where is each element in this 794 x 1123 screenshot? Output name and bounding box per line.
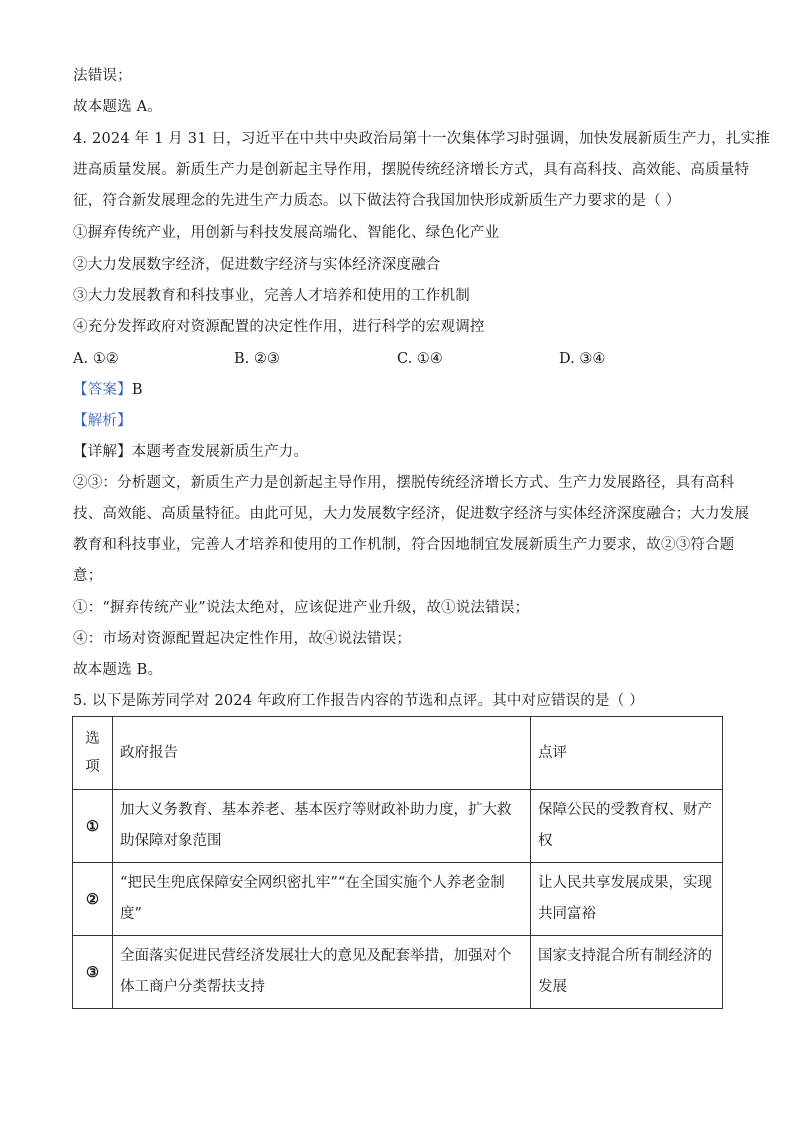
text-line: 故本题选 A。 — [73, 99, 162, 115]
report-table — [72, 716, 723, 1009]
table-row — [73, 936, 723, 1009]
header-option: 选项 — [73, 717, 113, 790]
row-comment: 保障公民的受教育权、财产权 — [531, 790, 723, 863]
statement-1: ①摒弃传统产业，用创新与科技发展高端化、智能化、绿色化产业 — [73, 225, 500, 241]
header-report: 政府报告 — [113, 717, 531, 790]
answer-label: 【答案】 — [73, 382, 132, 398]
row-report: 全面落实促进民营经济发展壮大的意见及配套举措，加强对个体工商户分类帮扶支持 — [113, 936, 531, 1009]
row-option: ③ — [73, 936, 113, 1009]
header-comment: 点评 — [531, 717, 723, 790]
option-c: C. ①④ — [397, 351, 443, 367]
table-row — [73, 790, 723, 863]
question-4-stem: 征，符合新发展理念的先进生产力质态。以下做法符合我国加快形成新质生产力要求的是（ ） — [73, 193, 681, 209]
row-report: 加大义务教育、基本养老、基本医疗等财政补助力度，扩大救助保障对象范围 — [113, 790, 531, 863]
text-line: 法错误； — [73, 68, 132, 84]
row-comment: 国家支持混合所有制经济的发展 — [531, 936, 723, 1009]
option-a: A. ①② — [73, 351, 119, 367]
row-report: “把民生兜底保障安全网织密扎牢”“在全国实施个人养老金制度” — [113, 863, 531, 936]
option-d: D. ③④ — [559, 351, 606, 367]
option-b: B. ②③ — [234, 351, 280, 367]
question-4-stem: 进高质量发展。新质生产力是创新起主导作用，摆脱传统经济增长方式，具有高科技、高效能、高质量特 — [73, 162, 750, 178]
table-header-row — [73, 717, 723, 790]
detail-line: ①：“摒弃传统产业”说法太绝对，应该促进产业升级，故①说法错误； — [73, 600, 530, 616]
answer-value: B — [131, 382, 143, 398]
statement-4: ④充分发挥政府对资源配置的决定性作用，进行科学的宏观调控 — [73, 319, 485, 335]
detail-line: 教育和科技事业，完善人才培养和使用的工作机制，符合因地制宜发展新质生产力要求，故②③符合题 — [73, 537, 735, 553]
row-option: ① — [73, 790, 113, 863]
answer-line — [73, 380, 723, 400]
statement-3: ③大力发展教育和科技事业，完善人才培养和使用的工作机制 — [73, 288, 470, 304]
detail-line: 意； — [73, 568, 103, 584]
row-option: ② — [73, 863, 113, 936]
detail-line: ②③：分析题文，新质生产力是创新起主导作用，摆脱传统经济增长方式、生产力发展路径，具有高科 — [73, 475, 735, 491]
detail-line: 【详解】本题考查发展新质生产力。 — [73, 444, 309, 460]
analysis-label: 【解析】 — [73, 413, 132, 429]
question-4-stem: 4. 2024 年 1 月 31 日，习近平在中共中央政治局第十一次集体学习时强调，加快发展新质生产力，扎实推 — [73, 131, 771, 147]
detail-line: 故本题选 B。 — [73, 662, 163, 678]
statement-2: ②大力发展数字经济，促进数字经济与实体经济深度融合 — [73, 257, 441, 273]
detail-line: ④：市场对资源配置起决定性作用，故④说法错误； — [73, 631, 412, 647]
table-row — [73, 863, 723, 936]
detail-line: 技、高效能、高质量特征。由此可见，大力发展数字经济，促进数字经济与实体经济深度融合；大力发展 — [73, 506, 750, 522]
row-comment: 让人民共享发展成果，实现共同富裕 — [531, 863, 723, 936]
question-5-stem: 5. 以下是陈芳同学对 2024 年政府工作报告内容的节选和点评。其中对应错误的是（ ） — [73, 693, 644, 709]
answer-options — [73, 349, 723, 369]
